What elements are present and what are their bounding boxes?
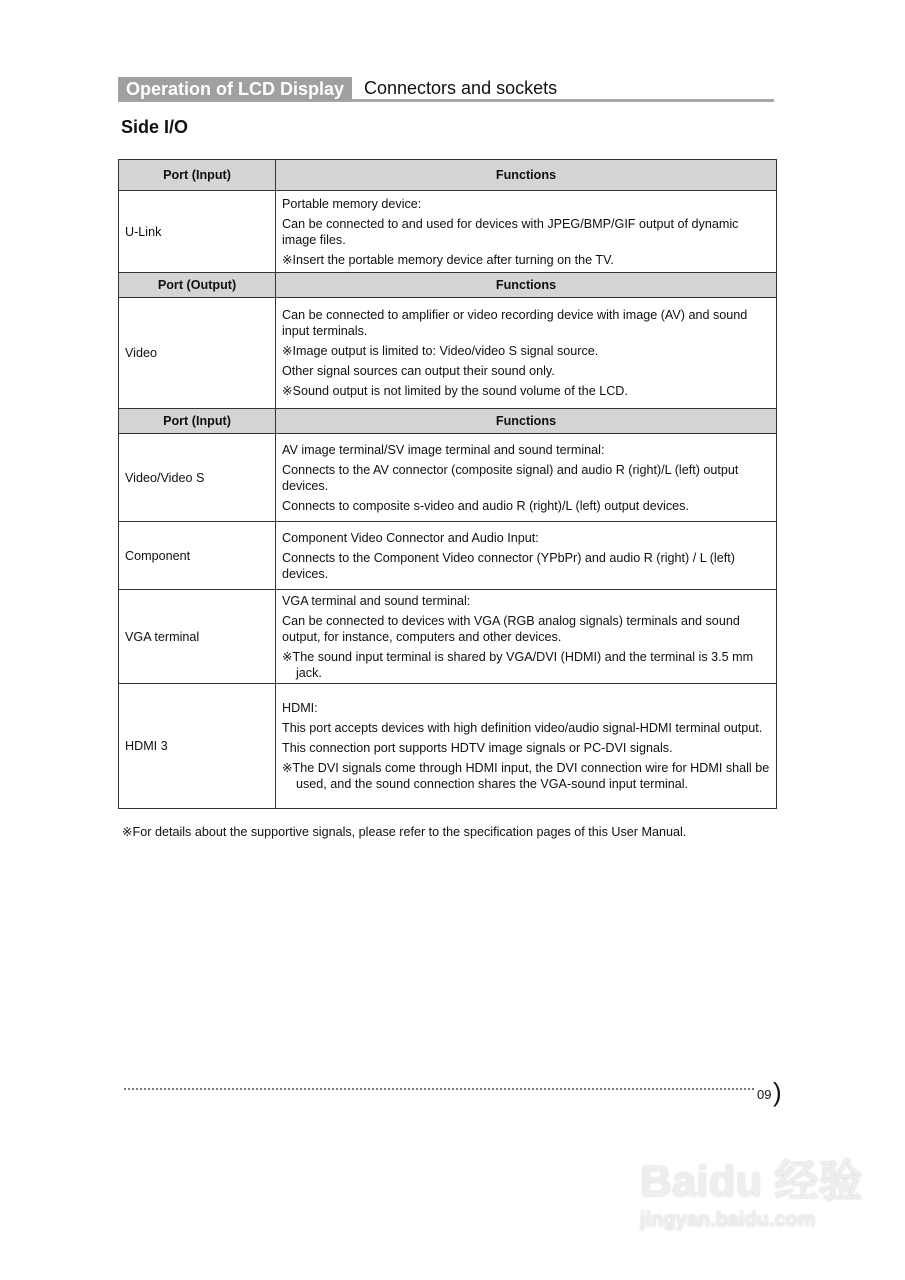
function-line: VGA terminal and sound terminal: bbox=[282, 593, 471, 608]
function-line: ※Image output is limited to: Video/video S signal source. bbox=[282, 344, 599, 358]
functions-header: Functions bbox=[276, 160, 777, 191]
functions-cell bbox=[276, 298, 777, 409]
function-line: Portable memory device: bbox=[282, 196, 422, 211]
function-line: This port accepts devices with high definition video/audio signal-HDMI terminal output. bbox=[282, 721, 763, 735]
footnote: ※For details about the supportive signals, please refer to the specification pages of this User Manual. bbox=[122, 825, 687, 839]
page-number: 09 bbox=[757, 1087, 772, 1102]
table-row bbox=[119, 522, 777, 590]
function-line: Component Video Connector and Audio Input: bbox=[282, 530, 539, 545]
baidu-watermark: Baidu 经验 jingyan.baidu.com bbox=[640, 1157, 863, 1231]
function-line: This connection port supports HDTV image signals or PC-DVI signals. bbox=[282, 741, 673, 755]
functions-cell bbox=[276, 522, 777, 590]
footer-divider bbox=[124, 1088, 754, 1090]
table-row bbox=[119, 298, 777, 409]
port-header: Port (Output) bbox=[119, 273, 276, 298]
function-line: Can be connected to amplifier or video recording device with image (AV) and sound input terminals. bbox=[282, 308, 748, 338]
function-line: Connects to composite s-video and audio R (right)/L (left) output devices. bbox=[282, 498, 689, 513]
functions-cell bbox=[276, 590, 777, 684]
port-cell: U-Link bbox=[119, 191, 276, 273]
port-cell: VGA terminal bbox=[119, 590, 276, 684]
table-row bbox=[119, 590, 777, 684]
port-header: Port (Input) bbox=[119, 160, 276, 191]
functions-cell bbox=[276, 684, 777, 809]
function-line: ※The DVI signals come through HDMI input, the DVI connection wire for HDMI shall be used, and the sound connection shares the VGA-sound input terminal. bbox=[282, 761, 770, 791]
function-line: Can be connected to and used for devices with JPEG/BMP/GIF output of dynamic image files. bbox=[282, 216, 739, 247]
port-header: Port (Input) bbox=[119, 409, 276, 434]
function-line: Connects to the Component Video connector (YPbPr) and audio R (right) / L (left) devices. bbox=[282, 550, 735, 581]
function-line: HDMI: bbox=[282, 701, 318, 715]
ports-table bbox=[118, 159, 777, 809]
functions-header: Functions bbox=[276, 409, 777, 434]
table-row bbox=[119, 434, 777, 522]
page-header bbox=[118, 77, 774, 102]
functions-cell bbox=[276, 434, 777, 522]
section-label: Operation of LCD Display bbox=[118, 77, 352, 101]
port-cell: Component bbox=[119, 522, 276, 590]
port-cell: Video/Video S bbox=[119, 434, 276, 522]
function-line: ※Insert the portable memory device after turning on the TV. bbox=[282, 252, 614, 267]
page-bracket-icon: ) bbox=[773, 1077, 782, 1107]
page-title: Side I/O bbox=[121, 117, 189, 137]
function-line: Other signal sources can output their sound only. bbox=[282, 364, 555, 378]
function-line: ※The sound input terminal is shared by VGA/DVI (HDMI) and the terminal is 3.5 mm jack. bbox=[282, 649, 754, 680]
function-line: ※Sound output is not limited by the sound volume of the LCD. bbox=[282, 384, 628, 398]
port-cell: Video bbox=[119, 298, 276, 409]
port-cell: HDMI 3 bbox=[119, 684, 276, 809]
table-row bbox=[119, 684, 777, 809]
functions-header: Functions bbox=[276, 273, 777, 298]
table-row bbox=[119, 191, 777, 273]
function-line: AV image terminal/SV image terminal and sound terminal: bbox=[282, 442, 605, 457]
functions-cell bbox=[276, 191, 777, 273]
function-line: Connects to the AV connector (composite signal) and audio R (right)/L (left) output devices. bbox=[282, 462, 739, 493]
function-line: Can be connected to devices with VGA (RGB analog signals) terminals and sound output, for instance, computers and other devices. bbox=[282, 613, 740, 644]
subsection-label: Connectors and sockets bbox=[364, 78, 558, 98]
table-header-row bbox=[119, 409, 777, 434]
table-header-row bbox=[119, 160, 777, 191]
table-header-row bbox=[119, 273, 777, 298]
watermark-url: jingyan.baidu.com bbox=[640, 1209, 816, 1231]
